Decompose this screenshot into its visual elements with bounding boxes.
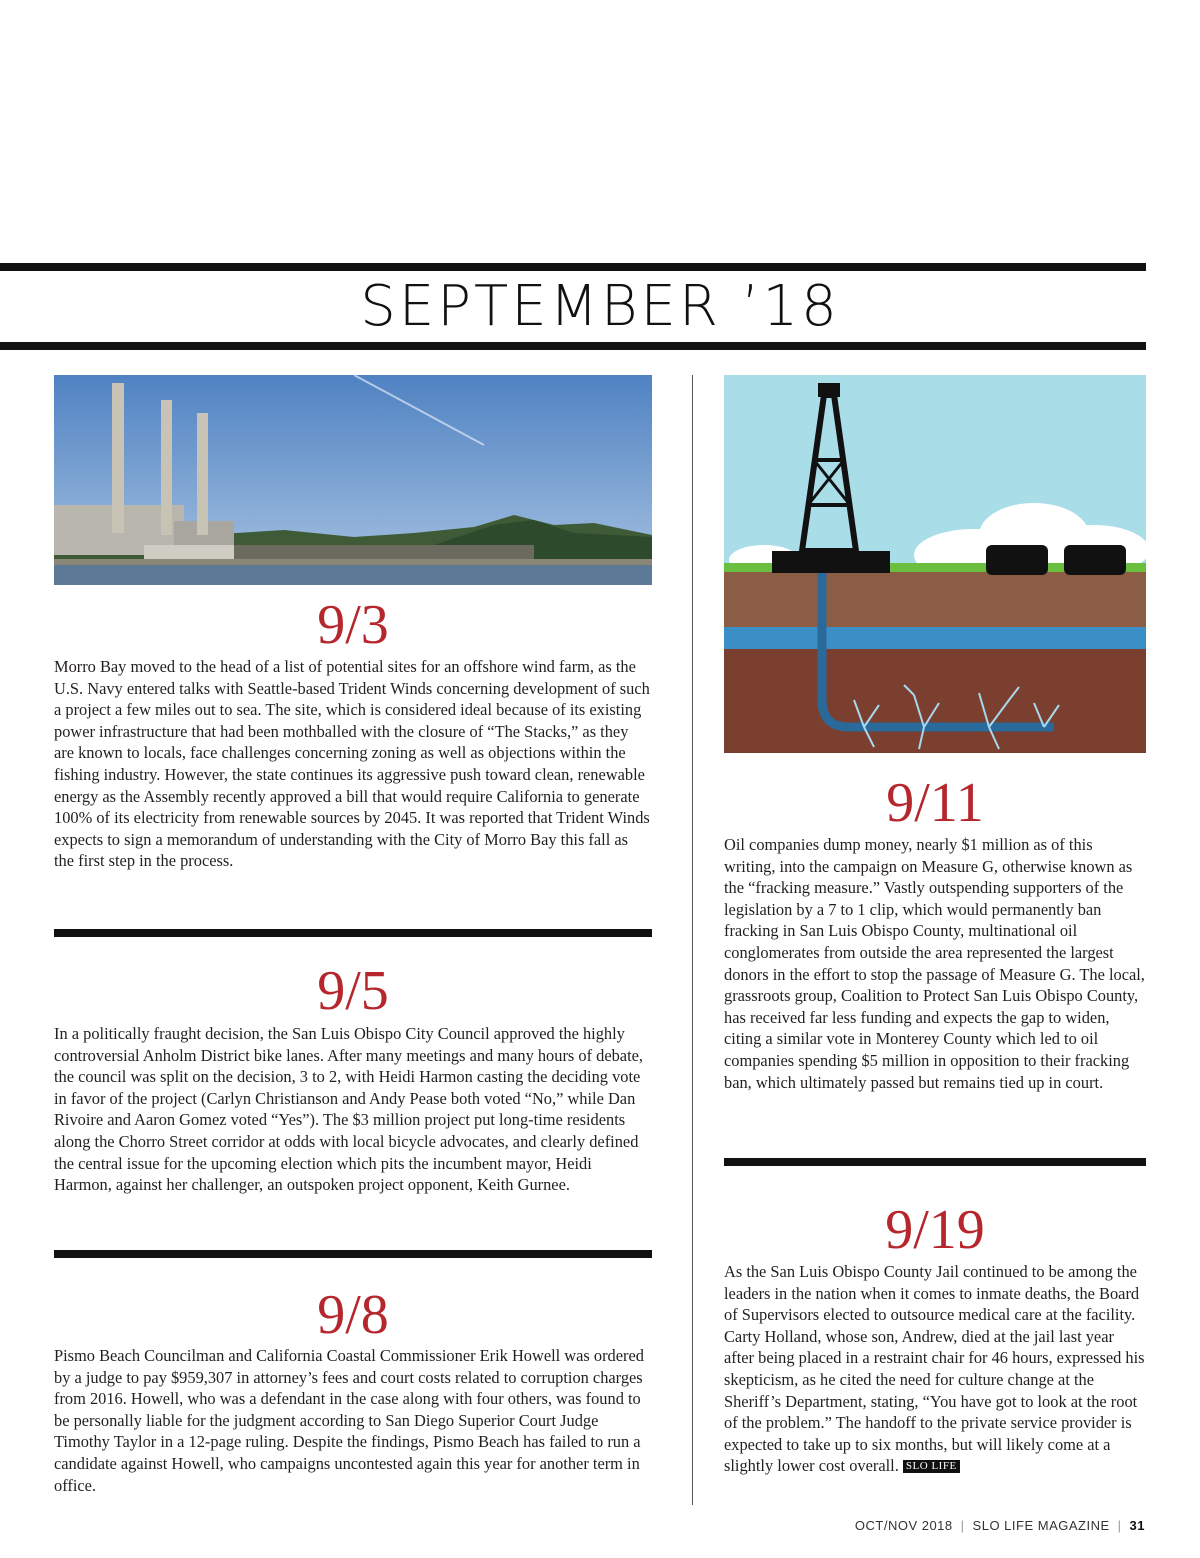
entry-text-9-11: Oil companies dump money, nearly $1 million as of this writing, into the campaign on Measure G, otherwise known as the “fracking measure.” Vastly outspending supporters of the legislation by a 7 to 1 clip, which would permanently ban fracking in San Luis Obispo County, multinational oil conglomerates from outside the area represented the largest donors in the effort to stop the passage of Measure G. The local, grassroots group, Coalition to Protect San Luis Obispo County, has received far less funding and expects the gap to widen, citing a similar vote in Monterey County which led to oil companies spending $5 million in opposition to their fracking ban, which ultimately passed but remains tied up in court. [724,835,1145,1092]
entry-text-9-19-body: As the San Luis Obispo County Jail continued to be among the leaders in the nation when it comes to inmate deaths, the Board of Supervisors elected to outsource medical care at the facility. Carty Holland, whose son, Andrew, died at the jail last year after being placed in a restraint chair for 46 hours, expressed his skepticism, as he cited the need for culture change at the Sheriff’s Department, stating, “You have got to look at the root of the problem.” The handoff to the private service provider is expected to take up to six months, but will likely come at a slightly lower cost overall. [724,1262,1145,1476]
entry-text-9-5: In a politically fraught decision, the San Luis Obispo City Council approved the highly controversial Anholm District bike lanes. After many meetings and many hours of debate, the council was split on the decision, 3 to 2, with Heidi Harmon casting the deciding vote in favor of the project (Carlyn Christianson and Andy Pease both voted “No,” while Dan Rivoire and Aaron Gomez voted “Yes”). The $3 million project put long-time residents along the Chorro Street corridor at odds with local bicycle advocates, and clearly defined the central issue for the upcoming election which pits the incumbent mayor, Heidi Harmon, against her challenger, an outspoken project opponent, Keith Gurnee. [54,1024,644,1195]
entry-separator [54,1250,652,1258]
entry-text-9-19 [724,1261,1146,1477]
fracking-illustration [724,375,1146,753]
entry-date-9-5: 9/5 [317,960,389,1022]
entry-text-9-8: Pismo Beach Councilman and California Coastal Commissioner Erik Howell was ordered by a judge to pay $959,307 in attorney’s fees and court costs related to corruption charges from 2016. Howell, who was a defendant in the case along with four others, was found to be personally liable for the judgment according to San Diego Superior Court Judge Timothy Taylor in a 12-page ruling. Despite the findings, Pismo Beach has failed to run a candidate against Howell, who campaigns uncontested again this year for another term in office. [54,1346,644,1495]
entry-date-9-11: 9/11 [886,772,984,834]
header-rule-top [0,263,1146,271]
entry-text-9-3: Morro Bay moved to the head of a list of potential sites for an offshore wind farm, as the U.S. Navy entered talks with Seattle-based Trident Winds concerning development of such a project a few miles out to sea. The site, which is considered ideal because of its existing power infrastructure that had been mothballed with the closure of “The Stacks,” as they are known to locals, face challenges concerning zoning as well as objections within the fishing industry. However, the state continues its aggressive push toward clean, renewable energy as the Assembly recently approved a bill that would require California to generate 100% of its electricity from renewable sources by 2045. It was reported that Trident Winds expects to sign a memorandum of understanding with the City of Morro Bay this fall as the first step in the process. [54,657,650,871]
page-title: SEPTEMBER ’18 [360,274,840,339]
header-rule-bottom [0,342,1146,350]
entry-date-9-8: 9/8 [317,1284,389,1346]
page-number: 31 [1129,1518,1145,1533]
page-footer [855,1518,1145,1533]
slo-life-end-badge: SLO LIFE [903,1460,960,1473]
entry-date-9-3: 9/3 [317,594,389,656]
footer-divider: | [1117,1518,1122,1533]
footer-divider: | [960,1518,965,1533]
footer-magazine: SLO LIFE MAGAZINE [972,1518,1110,1533]
entry-separator [724,1158,1146,1166]
footer-issue: OCT/NOV 2018 [854,1518,953,1533]
entry-separator [54,929,652,937]
morro-bay-photo [54,375,652,585]
entry-date-9-19: 9/19 [885,1199,985,1261]
column-divider [692,375,693,1505]
